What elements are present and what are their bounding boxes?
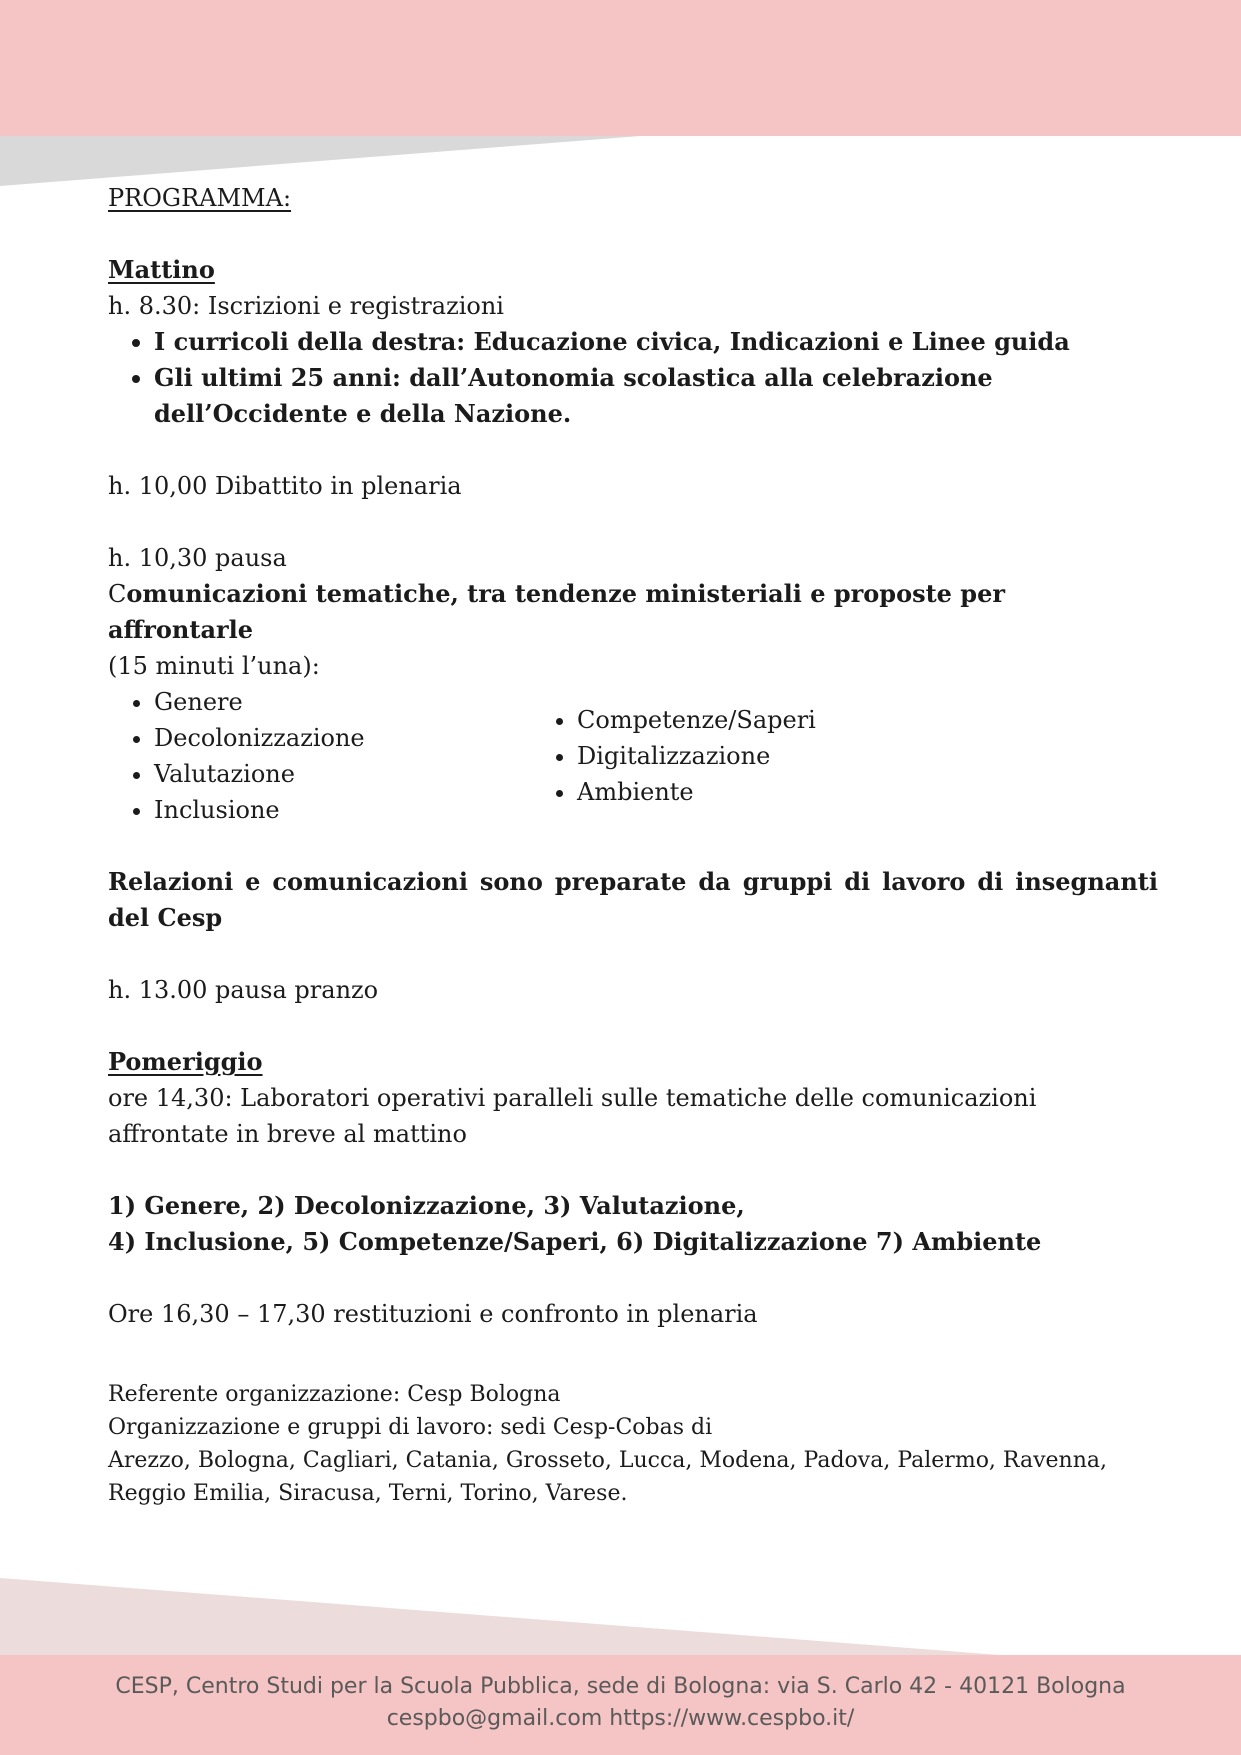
labs-topics-line-2: 4) Inclusione, 5) Competenze/Saperi, 6) Digitalizzazione 7) Ambiente	[108, 1227, 1042, 1256]
program-content	[108, 180, 1158, 1530]
header-band	[0, 0, 1241, 136]
list-item: • Genere	[154, 684, 531, 720]
list-item: • Gli ultimi 25 anni: dall’Autonomia scolastica alla celebrazione dell’Occidente e della Nazione.	[154, 360, 1158, 432]
labs-topics-line-1: 1) Genere, 2) Decolonizzazione, 3) Valutazione,	[108, 1191, 745, 1220]
organization-cities: Arezzo, Bologna, Cagliari, Catania, Grosseto, Lucca, Modena, Padova, Palermo, Ravenna, Reggio Emilia, Siracusa, Terni, Torino, Varese.	[108, 1448, 1108, 1506]
list-item: • Valutazione	[154, 756, 531, 792]
debate-line: h. 10,00 Dibattito in plenaria	[108, 472, 462, 500]
list-item: • Inclusione	[154, 792, 531, 828]
pause-line: h. 10,30 pausa	[108, 544, 287, 572]
organization-referent: Referente organizzazione: Cesp Bologna	[108, 1382, 561, 1407]
morning-talks-list	[108, 324, 1158, 432]
labs-line: ore 14,30: Laboratori operativi paralleli sulle tematiche delle comunicazioni affrontate in breve al mattino	[108, 1084, 1037, 1148]
header-slant	[0, 136, 640, 186]
afternoon-title: Pomeriggio	[108, 1047, 263, 1076]
registration-line: h. 8.30: Iscrizioni e registrazioni	[108, 292, 504, 320]
organization-groups: Organizzazione e gruppi di lavoro: sedi Cesp-Cobas di	[108, 1415, 713, 1440]
footer-slant	[0, 1578, 1000, 1655]
relations-note: Relazioni e comunicazioni sono preparate da gruppi di lavoro di insegnanti del Cesp	[108, 867, 1158, 932]
topics-columns	[108, 684, 1158, 828]
divider: ________________________________________________________________	[108, 1510, 748, 1530]
page-footer	[0, 1655, 1241, 1755]
list-item: • I curricoli della destra: Educazione civica, Indicazioni e Linee guida	[154, 324, 1158, 360]
communications-note: (15 minuti l’una):	[108, 652, 320, 680]
communications-title-initial: C	[108, 580, 127, 608]
communications-title-rest: omunicazioni tematiche, tra tendenze ministeriali e proposte per affrontarle	[108, 579, 1005, 644]
footer-contacts: cespbo@gmail.com https://www.cespbo.it/	[386, 1706, 855, 1731]
morning-title: Mattino	[108, 255, 215, 284]
communications-title	[108, 576, 1158, 648]
list-item: • Ambiente	[577, 774, 816, 810]
footer-address: CESP, Centro Studi per la Scuola Pubblica, sede di Bologna: via S. Carlo 42 - 40121 Bologna	[115, 1674, 1126, 1699]
lunch-line: h. 13.00 pausa pranzo	[108, 976, 379, 1004]
topics-list-right	[531, 702, 816, 810]
plenary-line: Ore 16,30 – 17,30 restituzioni e confronto in plenaria	[108, 1300, 758, 1328]
program-heading: PROGRAMMA:	[108, 184, 292, 212]
list-item: • Decolonizzazione	[154, 720, 531, 756]
topics-list-left	[108, 684, 531, 828]
list-item: • Competenze/Saperi	[577, 702, 816, 738]
divider: ________________________________________________________________	[108, 1332, 748, 1352]
list-item: • Digitalizzazione	[577, 738, 816, 774]
